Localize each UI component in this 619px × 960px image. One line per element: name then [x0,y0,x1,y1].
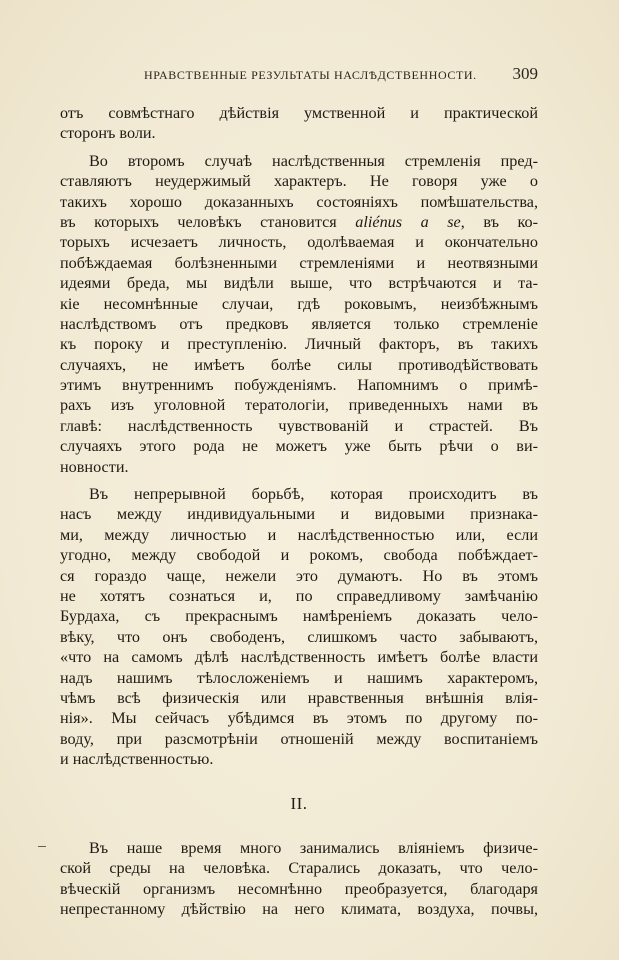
text-line: надъ нашимъ тѣлосложеніемъ и нашимъ характеромъ, [60,668,538,687]
page-number: 309 [512,64,538,83]
text-line: вѣку, что онъ свободенъ, слишкомъ часто забываютъ, [60,627,538,646]
text-line: идеями бреда, мы видѣли выше, что встрѣчаются и та- [60,274,538,293]
text-line: Въ непрерывной борьбѣ, которая происходитъ въ [89,485,538,504]
text-line: ся гораздо чаще, нежели это думаютъ. Но въ этомъ [60,566,538,585]
text-line: наслѣдствомъ отъ предковъ является только стремленіе [60,314,538,333]
text-line: чѣмъ всѣ физическія или нравственныя внѣшнія влія- [60,688,538,707]
quoted-line: «что на самомъ дѣлѣ наслѣдственность имѣетъ болѣе власти [60,648,538,667]
text-line: этимъ внутреннимъ побужденіямъ. Напомнимъ о примѣ- [60,376,538,395]
text-line: угодно, между свободой и рокомъ, свобода побѣждает- [60,546,538,565]
text-line: къ пороку и преступленію. Личный факторъ, въ такихъ [60,335,538,354]
text-line: новности. [60,457,129,476]
text-fragment: въ которыхъ человѣкъ становится [60,212,337,231]
text-line: нія». Мы сейчасъ убѣдимся въ этомъ по другому по- [60,709,538,728]
text-line: Бурдаха, съ прекраснымъ намѣреніемъ доказать чело- [60,607,538,626]
text-line: отъ совмѣстнаго дѣйствія умственной и практической [60,104,538,122]
text-line: такихъ хорошо доказанныхъ состояніяхъ помѣшательства, [60,192,538,211]
text-line: насъ между индивидуальными и видовыми признака- [60,505,538,524]
paragraph-environment [60,838,538,920]
text-line: ставляютъ неудержимый характеръ. Не говоря уже о [60,172,538,191]
running-head [60,64,538,86]
text-line: вѣческій организмъ несомнѣнно преобразуется, благодаря [60,879,538,898]
text-line: ской среды на человѣка. Старались доказать, что чело- [60,859,538,878]
text-line: Во второмъ случаѣ наслѣдственныя стремленія пред- [89,151,538,170]
latin-phrase: aliénus a se [355,212,461,231]
section-numeral: II. [290,793,308,813]
text-line: непрестанному дѣйствію на него климата, воздуха, почвы, [60,900,538,919]
text-line-with-latin [60,212,538,232]
text-line: случаяхъ этого рода не можетъ уже быть рѣчи о ви- [60,437,538,456]
text-line: случаяхъ, не имѣетъ болѣе силы противодѣйствовать [60,355,538,374]
text-line: не хотятъ сознаться и, по справедливому замѣчанію [60,586,538,605]
text-line: рахъ изъ уголовной тератологіи, приведенныхъ нами въ [60,396,538,415]
text-line: побѣждаемая болѣзненными стремленіями и неотвязными [60,253,538,272]
text-line: сторонъ воли. [60,124,156,143]
text-line: воду, при разсмотрѣніи отношеній между воспитаніемъ [60,729,538,748]
text-line: и наслѣдственностью. [60,750,214,769]
paragraph-struggle [60,484,538,769]
body-text [60,103,538,919]
text-line: Въ наше время много занимались вліяніемъ физиче- [89,838,538,857]
paragraph-second-case [60,151,538,477]
margin-dash-mark [38,846,46,847]
running-title: НРАВСТВЕННЫЕ РЕЗУЛЬТАТЫ НАСЛѢДСТВЕННОСТИ. [144,68,477,82]
text-line: ми, между личностью и наслѣдственностью или, если [60,525,538,544]
text-line: кіе несомнѣнные случаи, гдѣ роковымъ, неизбѣжнымъ [60,294,538,313]
text-line: главѣ: наслѣдственность чувствованій и страстей. Въ [60,416,538,435]
text-fragment: , въ ко- [460,212,539,231]
paragraph-continuation [60,103,538,144]
text-line: торыхъ исчезаетъ личность, одолѣваемая и окончательно [60,233,538,252]
